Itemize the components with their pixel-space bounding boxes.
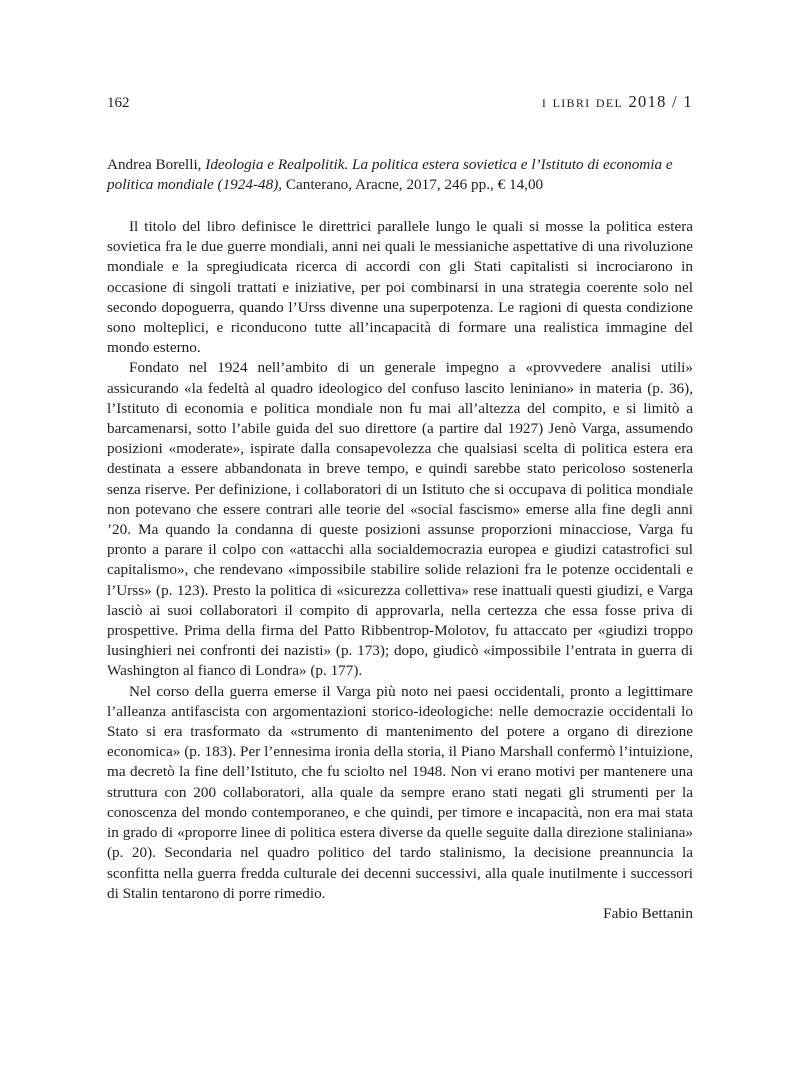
book-citation (107, 155, 693, 195)
book-publication-info: , Canterano, Aracne, 2017, 246 pp., € 14,00 (278, 176, 544, 193)
review-paragraph: Nel corso della guerra emerse il Varga più noto nei paesi occidentali, pronto a legittimare l’alleanza antifascista con argomentazioni storico-ideologiche: nelle democrazie occidentali lo Stato si era trasformato da «strumento di mantenimento del potere a organo di direzione economica» (p. 183). Per l’ennesima ironia della storia, il Piano Marshall confermò l’intuizione, ma decretò la fine dell’Istituto, che fu sciolto nel 1948. Non vi erano motivi per mantenere una struttura con 200 collaboratori, alla quale da sempre erano stati negati gli strumenti per la conoscenza del mondo contemporaneo, e che quindi, per timore e incapacità, non era mai stata in grado di «proporre linee di politica estera diverse da quelle seguite dalla direzione staliniana» (p. 20). Secondaria nel quadro politico del tardo stalinismo, la decisione preannuncia la sconfitta nella guerra fredda culturale dei decenni successivi, alla quale inutilmente i successori di Stalin tentarono di porre rimedio. (107, 682, 693, 902)
running-title: i libri del 2018 / 1 (541, 92, 693, 111)
page-number: 162 (107, 95, 130, 111)
running-head (107, 92, 693, 112)
reviewer-signature: Fabio Bettanin (603, 904, 693, 922)
page (107, 92, 693, 924)
book-author: Andrea Borelli, (107, 156, 206, 173)
book-title: Ideologia e Realpolitik. La politica estera sovietica e l’Istituto di economia e politica mondiale (1924-48) (107, 156, 673, 193)
review-paragraph: Fondato nel 1924 nell’ambito di un generale impegno a «provvedere analisi utili» assicurando «la fedeltà al quadro ideologico del confuso lascito leniniano» in materia (p. 36), l’Istituto di economia e politica mondiale non fu mai all’altezza del compito, e si limitò a barcamenarsi, sotto l’abile guida del suo direttore (a partire dal 1927) Jenò Varga, assumendo posizioni «moderate», ispirate dalla consapevolezza che qualsiasi scelta di politica estera era destinata a essere abbandonata in breve tempo, e quindi sarebbe stato pericoloso sostenerla senza riserve. Per definizione, i collaboratori di un Istituto che si occupava di politica mondiale non potevano che essere contrari alle teorie del «social fascismo» emerse alla fine degli anni ’20. Ma quando la condanna di queste posizioni assunse proporzioni minacciose, Varga fu pronto a parare il colpo con «attacchi alla socialdemocrazia europea e giudizi catastrofici sul capitalismo», che rendevano «impossibile stabilire solide relazioni fra le potenze occidentali e l’Urss» (p. 123). Presto la politica di «sicurezza collettiva» rese inattuali questi giudizi, e Varga lasciò ai suoi collaboratori il compito di approvarla, nella certezza che essa fosse priva di prospettive. Prima della firma del Patto Ribbentrop-Molotov, fu attaccato per «giudizi troppo lusinghieri nei confronti dei nazisti» (p. 173); dopo, giudicò «impossibile l’entrata in guerra di Washington al fianco di Londra» (p. 177). (107, 359, 693, 680)
review-body (107, 217, 693, 904)
review-paragraph: Il titolo del libro definisce le direttrici parallele lungo le quali si mosse la politica estera sovietica fra le due guerre mondiali, anni nei quali le messianiche aspettative di una rivoluzione mondiale e la spregiudicata ricerca di accordi con gli Stati capitalisti si incrociarono in occasione di singoli trattati e iniziative, per poi combinarsi in una strategia coerente solo nel secondo dopoguerra, quando l’Urss divenne una superpotenza. Le ragioni di questa condizione sono molteplici, e riconducono tutte all’incapacità di formare una realistica immagine del mondo esterno. (107, 218, 693, 357)
